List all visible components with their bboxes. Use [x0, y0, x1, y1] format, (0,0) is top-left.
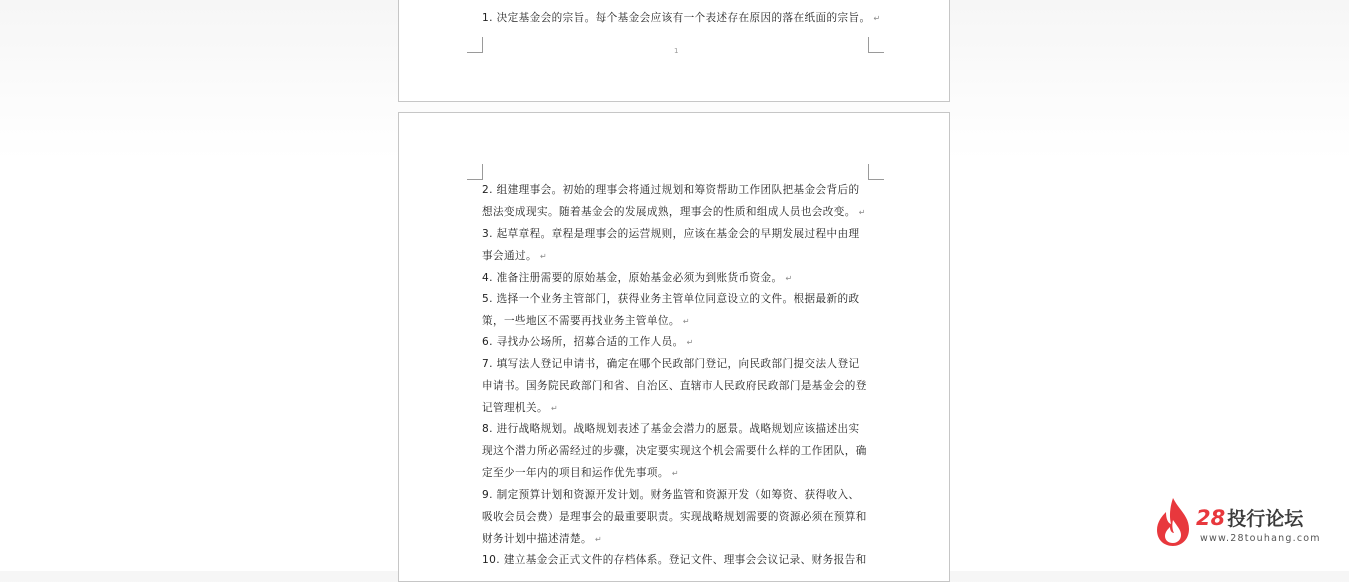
document-page-2 — [398, 112, 950, 582]
text-line[interactable]: 4. 准备注册需要的原始基金，原始基金必须为到账货币资金。 ↵ — [482, 272, 793, 284]
text-line[interactable]: 财务计划中描述清楚。 ↵ — [482, 533, 603, 545]
paragraph-mark: ↵ — [550, 404, 559, 413]
watermark-number: 28 — [1196, 506, 1226, 530]
text-line[interactable]: 7. 填写法人登记申请书，确定在哪个民政部门登记，向民政部门提交法人登记 — [482, 358, 860, 370]
margin-corner-bottom-left — [467, 37, 483, 53]
watermark-url: www.28touhang.com — [1200, 533, 1321, 544]
page-number: 1 — [674, 47, 679, 55]
paragraph-mark: ↵ — [539, 252, 548, 261]
flame-icon — [1153, 496, 1193, 548]
document-page-1 — [398, 0, 950, 102]
text-line[interactable]: 想法变成现实。随着基金会的发展成熟，理事会的性质和组成人员也会改变。 ↵ — [482, 206, 866, 218]
text-line[interactable]: 吸收会员会费）是理事会的最重要职责。实现战略规划需要的资源必须在预算和 — [482, 511, 867, 523]
paragraph-mark: ↵ — [686, 338, 694, 347]
text-line[interactable]: 记管理机关。 ↵ — [482, 402, 559, 414]
text-line: 1. 决定基金会的宗旨。每个基金会应该有一个表述存在原因的落在纸面的宗旨。 ↵ — [482, 12, 881, 24]
text-line[interactable]: 定至少一年内的项目和运作优先事项。 ↵ — [482, 467, 680, 479]
paragraph-mark: ↵ — [785, 274, 793, 283]
paragraph-mark: ↵ — [682, 317, 690, 326]
margin-corner-bottom-right — [868, 37, 884, 53]
text-line[interactable]: 8. 进行战略规划。战略规划表述了基金会潜力的愿景。战略规划应该描述出实 — [482, 423, 860, 435]
watermark-logo — [1153, 496, 1333, 548]
text-line[interactable]: 事会通过。 ↵ — [482, 250, 548, 262]
paragraph-mark: ↵ — [873, 14, 881, 23]
paragraph-mark: ↵ — [594, 535, 603, 544]
margin-corner-top-right — [868, 164, 884, 180]
text-line[interactable]: 3. 起草章程。章程是理事会的运营规则，应该在基金会的早期发展过程中由理 — [482, 228, 860, 240]
text-line[interactable]: 申请书。国务院民政部门和省、自治区、直辖市人民政府民政部门是基金会的登 — [482, 380, 867, 392]
text-line[interactable]: 6. 寻找办公场所，招募合适的工作人员。 ↵ — [482, 336, 694, 348]
paragraph-mark: ↵ — [858, 208, 866, 217]
text-line[interactable]: 2. 组建理事会。初始的理事会将通过规划和筹资帮助工作团队把基金会背后的 — [482, 184, 860, 196]
margin-corner-top-left — [467, 164, 483, 180]
text-line[interactable]: 5. 选择一个业务主管部门，获得业务主管单位同意设立的文件。根据最新的政 — [482, 293, 860, 305]
watermark-brand — [1196, 504, 1303, 531]
text-line[interactable]: 现这个潜力所必需经过的步骤，决定要实现这个机会需要什么样的工作团队，确 — [482, 445, 867, 457]
text-line[interactable]: 10. 建立基金会正式文件的存档体系。登记文件、理事会会议记录、财务报告和 — [482, 554, 867, 566]
text-line[interactable]: 9. 制定预算计划和资源开发计划。财务监管和资源开发（如筹资、获得收入、 — [482, 489, 860, 501]
watermark-name: 投行论坛 — [1227, 508, 1304, 530]
text-line[interactable]: 策，一些地区不需要再找业务主管单位。 ↵ — [482, 315, 690, 327]
paragraph-mark: ↵ — [671, 469, 680, 478]
